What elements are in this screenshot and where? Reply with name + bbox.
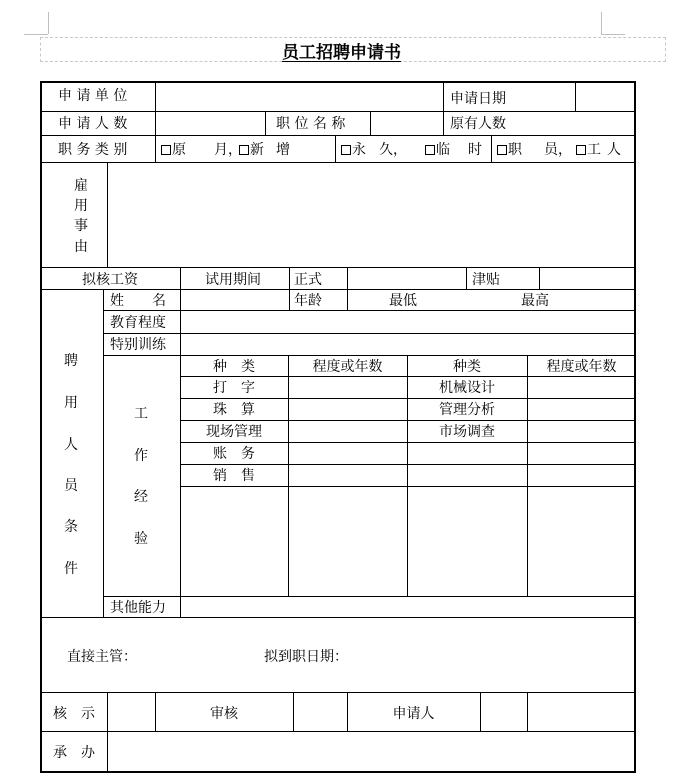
row-line <box>180 486 636 487</box>
application-date-label: 申请日期 <box>450 91 506 107</box>
work-experience-char: 验 <box>134 531 148 547</box>
existing-count-label: 原有人数 <box>450 116 506 132</box>
trial-period-label: 试用期间 <box>205 272 261 288</box>
row-line <box>180 442 636 443</box>
document-title: 员工招聘申请书 <box>282 43 401 63</box>
skill-type-header: 种 类 <box>213 359 255 375</box>
conditions-label-char: 件 <box>64 561 78 577</box>
col-line <box>347 267 348 289</box>
crop-mark <box>601 12 602 34</box>
col-line <box>466 267 467 289</box>
skill-item: 珠 算 <box>213 402 255 418</box>
col-line <box>103 289 104 617</box>
checkbox-icon[interactable] <box>576 145 586 155</box>
applicant-count-label: 申 请 人 数 <box>58 116 128 132</box>
education-label: 教育程度 <box>110 315 166 331</box>
skill-item: 打 字 <box>213 380 255 396</box>
applicant-label: 申请人 <box>392 706 435 722</box>
col-line <box>335 135 336 162</box>
checkbox-icon[interactable] <box>161 145 171 155</box>
reason-label-char: 由 <box>74 239 88 255</box>
position-name-label: 职 位 名 称 <box>276 116 346 132</box>
col-line <box>443 81 444 135</box>
col-line <box>293 692 294 731</box>
skill-type-header-2: 种类 <box>453 359 481 375</box>
start-date-label: 拟到职日期： <box>264 649 348 665</box>
conditions-label-char: 员 <box>64 478 78 494</box>
col-line <box>155 81 156 111</box>
col-line <box>370 111 371 135</box>
col-line <box>289 289 290 310</box>
reason-label-char: 用 <box>74 198 88 214</box>
col-line <box>155 111 156 162</box>
row-line <box>40 111 636 112</box>
job-category-option[interactable]: 职 员， <box>497 141 572 159</box>
row-line <box>40 731 636 732</box>
crop-mark <box>48 12 49 34</box>
review-label: 审核 <box>210 706 238 722</box>
row-line <box>40 162 636 163</box>
work-experience-char: 作 <box>134 448 148 464</box>
handler-label: 承 办 <box>53 745 95 761</box>
job-category-option[interactable]: 新 增 <box>239 141 290 159</box>
skill-item: 现场管理 <box>206 424 262 440</box>
crop-mark <box>601 34 625 35</box>
formal-label: 正式 <box>294 272 322 288</box>
col-line <box>107 162 108 267</box>
col-line <box>575 81 576 111</box>
other-abilities-label: 其他能力 <box>110 600 166 616</box>
row-line <box>40 692 636 693</box>
allowance-label: 津贴 <box>472 272 500 288</box>
col-line <box>527 692 528 731</box>
conditions-label-char: 条 <box>64 519 78 535</box>
row-line <box>180 464 636 465</box>
col-line <box>539 267 540 289</box>
col-line <box>180 267 181 289</box>
row-line <box>180 420 636 421</box>
approval-label: 核 示 <box>53 706 95 722</box>
checkbox-icon[interactable] <box>341 145 351 155</box>
conditions-label-char: 人 <box>64 437 78 453</box>
row-line <box>180 376 636 377</box>
age-max-label: 最高 <box>521 293 549 309</box>
col-line <box>265 111 266 135</box>
skill-degree-header: 程度或年数 <box>312 359 383 375</box>
col-line <box>180 289 181 310</box>
col-line <box>180 310 181 355</box>
skill-item: 市场调查 <box>439 424 495 440</box>
job-category-label: 职 务 类 别 <box>58 142 128 158</box>
row-line <box>40 289 636 290</box>
conditions-label-char: 聘 <box>64 353 78 369</box>
age-label: 年龄 <box>294 293 322 309</box>
application-form-table <box>40 81 636 773</box>
checkbox-icon[interactable] <box>239 145 249 155</box>
skill-item: 管理分析 <box>439 402 495 418</box>
direct-supervisor-label: 直接主管： <box>67 649 137 665</box>
age-min-label: 最低 <box>389 293 417 309</box>
job-category-option[interactable]: 临 时 <box>425 141 482 159</box>
row-line <box>103 310 636 311</box>
skill-item: 销 售 <box>213 468 255 484</box>
work-experience-char: 经 <box>134 489 148 505</box>
reason-label-char: 事 <box>74 218 88 234</box>
proposed-salary-label: 拟核工资 <box>82 272 138 288</box>
col-line <box>347 289 348 310</box>
name-label: 姓 名 <box>110 293 166 309</box>
row-line <box>103 355 636 356</box>
job-category-option[interactable]: 永 久， <box>341 141 407 159</box>
row-line <box>40 267 636 268</box>
job-category-option[interactable]: 工 人 <box>576 141 621 159</box>
special-training-label: 特别训练 <box>110 337 166 353</box>
checkbox-icon[interactable] <box>425 145 435 155</box>
applicant-unit-label: 申 请 单 位 <box>58 88 128 104</box>
job-category-option[interactable]: 原 月， <box>161 141 242 159</box>
col-line <box>480 692 481 731</box>
work-experience-char: 工 <box>134 406 148 422</box>
col-line <box>491 135 492 162</box>
skill-item: 机械设计 <box>439 380 495 396</box>
col-line <box>289 267 290 289</box>
col-line <box>527 355 528 596</box>
row-line <box>40 135 636 136</box>
col-line <box>107 692 108 773</box>
skill-item: 账 务 <box>213 446 255 462</box>
reason-label-char: 雇 <box>74 178 88 194</box>
row-line <box>180 398 636 399</box>
crop-mark <box>24 34 48 35</box>
row-line <box>103 333 636 334</box>
col-line <box>288 355 289 596</box>
skill-degree-header-2: 程度或年数 <box>546 359 617 375</box>
row-line <box>40 617 636 618</box>
row-line <box>103 596 636 597</box>
conditions-label-char: 用 <box>64 395 78 411</box>
checkbox-icon[interactable] <box>497 145 507 155</box>
